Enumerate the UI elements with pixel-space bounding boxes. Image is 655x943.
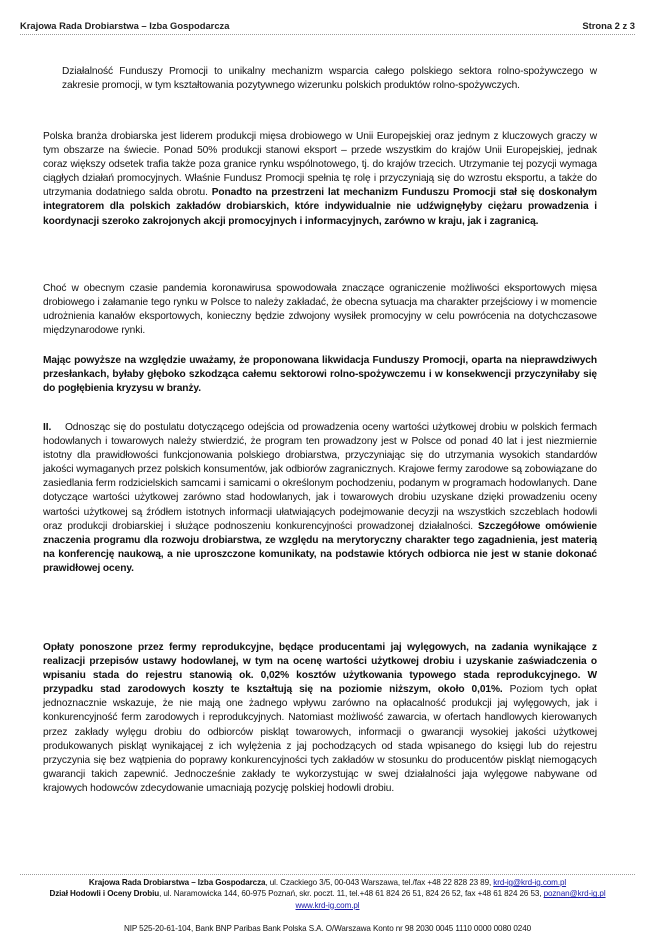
footer-department-name: Dział Hodowli i Oceny Drobiu: [49, 889, 160, 899]
p4-text: Odnosząc się do postulatu dotyczącego odejścia od prowadzenia oceny wartości użytkowej drobiu w polskich fermach hodowlanych i towarowych należy stwierdzić, że program ten prowadzony jest w Polsce od ponad 40 lat i jest niezmiernie istotny dla prawidłowości funkcjonowania polskiego drobiarstwa, przyczyniając się do utrzymania wysokich standardów jakości wymaganych przez polskich konsumentów, jak odbiorów zagranicznych. Krajowe fermy zarodowe są zobowiązane do zasiedlania ferm rodzicielskich samcami i samicami o określonym pochodzeniu, podanym w programach hodowlanych. Dane dotyczące wartości użytkowej zarówno stad hodowlanych, jak i towarowych drobiu uzyskane dzięki prowadzeniu oceny wartości użytkowej są źródłem istotnych informacji ułatwiających podejmowanie decyzji na wszystkich szczeblach hodowli oraz produkcji drobiarskiej i służące podnoszeniu konkurencyjności prowadzonej działalności.: [43, 422, 598, 532]
header-organization: Krajowa Rada Drobiarstwa – Izba Gospodarcza: [20, 20, 230, 31]
section-numeral: II.: [43, 422, 52, 433]
paragraph-intro: [62, 65, 597, 93]
footer-line-main-office: [0, 877, 655, 888]
p5-bold-text: Opłaty ponoszone przez fermy reprodukcyjne, będące producentami jaj wylęgowych, na zadania wynikające z realizacji przepisów ustawy hodowlanej, w tym na ocenę wartości użytkowej drobiu i uzyskanie zaświadczenia o wpisaniu stada do rejestru stanowią ok. 0,02% kosztów użytkowania typowego stada reprodukcyjnego. W przypadku stad zarodowych koszty te kształtują się na poziomie niższym, około 0,01%.: [43, 642, 597, 696]
p4-bold-text: Szczegółowe omówienie znaczenia programu dla rozwoju drobiarstwa, ze względu na merytoryczny charakter tego zagadnienia, jest materią na konferencję naukową, a nie uproszczone komunikaty, na podstawie których odbiorca nie jest w stanie dokonać prawidłowej oceny.: [43, 520, 597, 574]
intro-text: Działalność Funduszy Promocji to unikalny mechanizm wsparcia całego polskiego sektora rolno-spożywczego w zakresie promocji, w tym kształtowania pozytywnego wizerunku polskich produktów rolno-spożywczych.: [62, 66, 597, 92]
website-link[interactable]: www.krd-ig.com.pl: [295, 900, 360, 910]
footer-org-name: Krajowa Rada Drobiarstwa – Izba Gospodarcza: [88, 878, 266, 887]
p2-text: Choć w obecnym czasie pandemia koronawirusa spowodowała znaczące ograniczenie możliwości eksportowych mięsa drobiowego i załamanie tego rynku w Polsce to należy zakładać, że obecna sytuacja ma charakter przejściowy i w momencie udrożnienia kanałów eksportowych, konieczny będzie zdwojony wysiłek promocyjny w celu powrócenia na dotychczasowe międzynarodowe rynki.: [43, 283, 597, 337]
p1-bold-text: Ponadto na przestrzeni lat mechanizm Funduszu Promocji stał się doskonałym integratorem dla polskich zakładów drobiarskich, które indywidualnie nie udźwignęłyby ciężaru prowadzenia i koordynacji szeroko zakrojonych akcji promocyjnych i informacyjnych, zarówno w kraju, jak i zagranicą.: [43, 187, 597, 227]
email-link-main[interactable]: krd-ig@krd-ig.com.pl: [493, 878, 567, 887]
p1-text: Polska branża drobiarska jest liderem produkcji mięsa drobiowego w Unii Europejskiej oraz jednym z kluczowych graczy w tym obszarze na świecie. Ponad 50% produkcji stanowi eksport – przede wszystkim do krajów Unii Europejskiej, jednak coraz większy odsetek trafia także poza granice rynku wspólnotowego, tj. do krajów trzecich. Utrzymanie tej pozycji wymaga ciągłych działań promocyjnych. Właśnie Fundusz Promocji spełnia tę rolę i przyczyniają się do wzrostu eksportu, a także do utrzymania dodatniego salda obrotu.: [43, 131, 597, 199]
paragraph-conclusion: [43, 354, 597, 396]
footer-address-warsaw: , ul. Czackiego 3/5, 00-043 Warszawa, tel./fax +48 22 828 23 89,: [265, 878, 494, 887]
page-indicator: Strona 2 z 3: [582, 20, 635, 31]
email-link-poznan[interactable]: poznan@krd-ig.pl: [543, 889, 606, 899]
footer-address-poznan: , ul. Naramowicka 144, 60-975 Poznań, skr. poczt. 11, tel.+48 61 824 26 51, 824 26 52, fax +48 61 824 26 53,: [159, 889, 544, 899]
header-divider: [20, 34, 635, 35]
footer-line-website: [0, 900, 655, 911]
p5-text: Poziom tych opłat jednoznacznie wskazuje, że nie mają one żadnego wpływu zarówno na opłacalność produkcji jaj wylęgowych, jak i konkurencyjność ferm zarodowych i reprodukcyjnych. Natomiast możliwość zawarcia, w ofertach handlowych kierowanych przez zakłady wylęgu drobiu do odbiorców piskląt towarowych, informacji o gwarancji wysokiej jakości użytkowej produkowanych piskląt wynikającej z ich wylężenia z jaj pochodzących od stada wpisanego do księgi lub do rejestru przyczynia się bez wątpienia do poprawy konkurencyjności tych zakładów w stosunku do producentów piskląt niemogących gwarancji takich zapewnić. Jednocześnie zakłady te wykorzystując w swej działalności jaja wylęgowe nabywane od krajowych hodowców zdecydowanie umacniają pozycję polskiej hodowli drobiu.: [43, 684, 598, 794]
paragraph-market-position: [43, 130, 597, 229]
footer-divider: [20, 874, 635, 875]
page-footer: [0, 877, 655, 911]
paragraph-section-ii: [43, 421, 597, 576]
footer-line-poznan-office: [0, 888, 655, 899]
footer-nip-bank: NIP 525-20-61-104, Bank BNP Paribas Bank Polska S.A. O/Warszawa Konto nr 98 2030 0045 1110 0000 0080 0240: [123, 924, 532, 933]
paragraph-pandemic: [43, 282, 597, 338]
paragraph-fees: [43, 641, 597, 796]
page-header: [20, 13, 635, 31]
p3-bold-text: Mając powyższe na względzie uważamy, że proponowana likwidacja Funduszy Promocji, oparta na nieprawdziwych przesłankach, byłaby głęboko szkodząca całemu sektorowi rolno-spożywczemu i w konsekwencji przyczyniłaby się do pogłębienia kryzysu w branży.: [43, 355, 597, 395]
